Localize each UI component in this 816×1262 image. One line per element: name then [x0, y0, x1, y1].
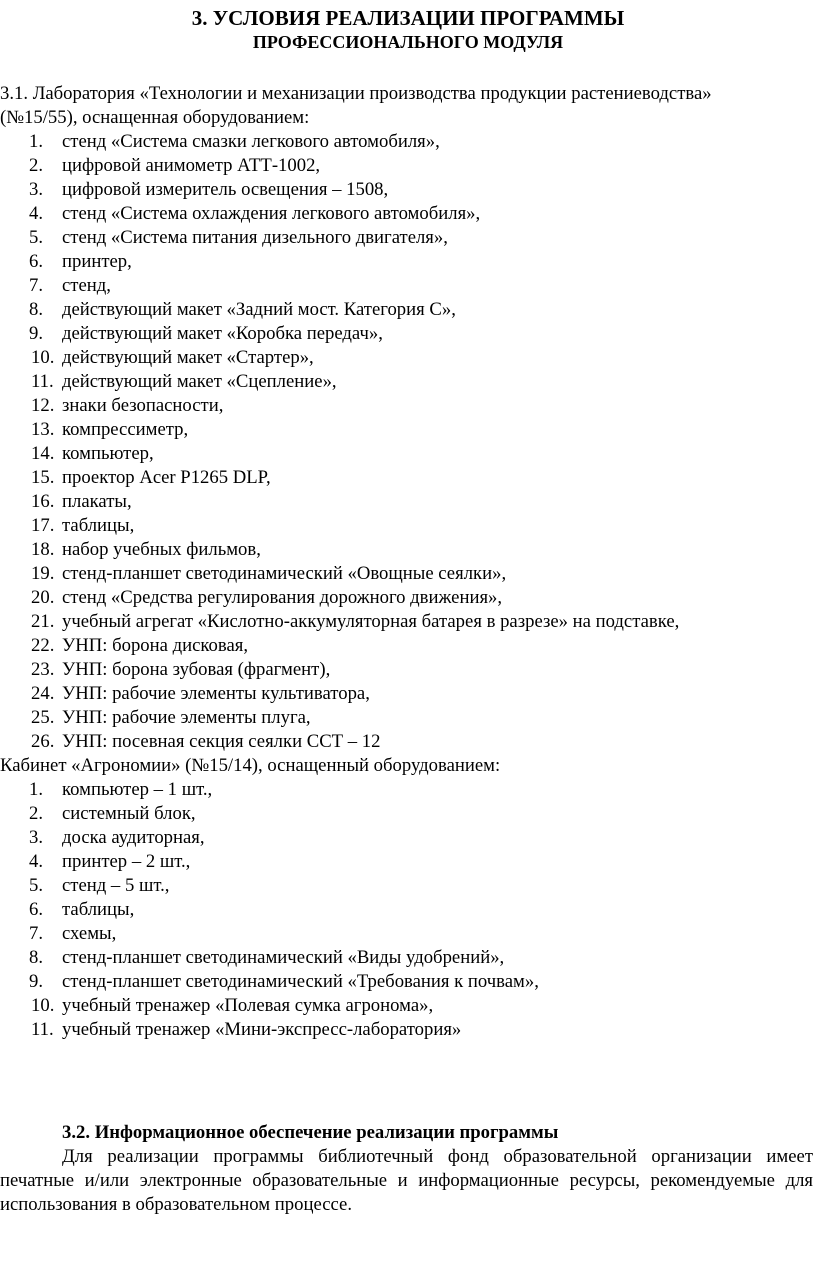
info-support-heading: 3.2. Информационное обеспечение реализации программы — [62, 1122, 559, 1143]
list-item — [0, 178, 816, 202]
list-item-text: компрессиметр, — [62, 419, 189, 440]
list-item — [0, 154, 816, 178]
list-item-text: УНП: рабочие элементы плуга, — [62, 707, 311, 728]
list-item — [0, 970, 816, 994]
list-item-text: действующий макет «Сцепление», — [62, 371, 337, 392]
info-support-paragraph: Для реализации программы библиотечный фонд образовательной организации имеет печатные и/или электронные образовательные и информационные ресурсы, рекомендуемые для использования в образовательном процессе. — [0, 1146, 813, 1215]
list-item-number: 19. — [31, 563, 55, 584]
list-item-number: 4. — [29, 851, 44, 872]
list-item — [0, 466, 816, 490]
list-item-number: 21. — [31, 611, 55, 632]
list-item-text: действующий макет «Стартер», — [62, 347, 314, 368]
list-item-number: 5. — [29, 227, 44, 248]
list-item — [0, 778, 816, 802]
list-item — [0, 610, 816, 634]
list-item — [0, 922, 816, 946]
list-item-text: набор учебных фильмов, — [62, 539, 261, 560]
list-item-number: 1. — [29, 131, 44, 152]
list-item-text: учебный тренажер «Полевая сумка агронома», — [62, 995, 434, 1016]
list-item-text: схемы, — [62, 923, 117, 944]
list-item-number: 2. — [29, 155, 44, 176]
list-item — [0, 514, 816, 538]
list-item-text: стенд-планшет светодинамический «Требования к почвам», — [62, 971, 539, 992]
list-item-number: 1. — [29, 779, 44, 800]
list-item-text: учебный тренажер «Мини-экспресс-лаборатория» — [62, 1019, 462, 1040]
list-item-text: действующий макет «Задний мост. Категория С», — [62, 299, 456, 320]
list-item — [0, 586, 816, 610]
list-item — [0, 490, 816, 514]
list-item — [0, 370, 816, 394]
list-item-number: 6. — [29, 251, 44, 272]
list-item — [0, 226, 816, 250]
lab-intro-line-1: 3.1. Лаборатория «Технологии и механизации производства продукции растениеводства» — [0, 83, 712, 104]
list-item — [0, 442, 816, 466]
list-item-number: 10. — [31, 347, 55, 368]
list-item — [0, 1018, 816, 1042]
list-item — [0, 898, 816, 922]
list-item-text: УНП: рабочие элементы культиватора, — [62, 683, 370, 704]
list-item-number: 14. — [31, 443, 55, 464]
list-item-text: таблицы, — [62, 515, 135, 536]
list-item-text: таблицы, — [62, 899, 135, 920]
list-item-number: 15. — [31, 467, 55, 488]
list-item-text: стенд «Система смазки легкового автомобиля», — [62, 131, 440, 152]
list-item-text: учебный агрегат «Кислотно-аккумуляторная батарея в разрезе» на подставке, — [62, 611, 680, 632]
list-item-number: 13. — [31, 419, 55, 440]
list-item-text: цифровой измеритель освещения – 1508, — [62, 179, 389, 200]
list-item-number: 23. — [31, 659, 55, 680]
list-item-number: 6. — [29, 899, 44, 920]
list-item-text: УНП: посевная секция сеялки ССТ – 12 — [62, 731, 381, 752]
list-item — [0, 634, 816, 658]
list-item — [0, 682, 816, 706]
list-item-text: стенд-планшет светодинамический «Виды удобрений», — [62, 947, 505, 968]
list-item — [0, 874, 816, 898]
list-item-text: стенд, — [62, 275, 111, 296]
list-item-text: цифровой анимометр АТТ-1002, — [62, 155, 321, 176]
list-item-number: 9. — [29, 971, 44, 992]
list-item — [0, 730, 816, 754]
list-item — [0, 274, 816, 298]
list-item-number: 8. — [29, 947, 44, 968]
list-item-number: 4. — [29, 203, 44, 224]
lab-equipment-list — [0, 130, 816, 754]
list-item-text: компьютер – 1 шт., — [62, 779, 213, 800]
list-item-text: стенд «Средства регулирования дорожного движения», — [62, 587, 503, 608]
list-item-number: 3. — [29, 827, 44, 848]
list-item — [0, 394, 816, 418]
list-item-text: системный блок, — [62, 803, 196, 824]
list-item — [0, 946, 816, 970]
list-item-number: 2. — [29, 803, 44, 824]
list-item — [0, 538, 816, 562]
lab-intro-line-2: (№15/55), оснащенная оборудованием: — [0, 107, 310, 128]
list-item-number: 20. — [31, 587, 55, 608]
list-item — [0, 250, 816, 274]
cabinet-equipment-section — [0, 754, 816, 1042]
list-item-number: 5. — [29, 875, 44, 896]
list-item — [0, 322, 816, 346]
list-item — [0, 418, 816, 442]
list-item — [0, 802, 816, 826]
list-item — [0, 346, 816, 370]
list-item-number: 16. — [31, 491, 55, 512]
list-item-text: принтер, — [62, 251, 132, 272]
list-item-number: 7. — [29, 275, 44, 296]
list-item-number: 12. — [31, 395, 55, 416]
cabinet-intro-line: Кабинет «Агрономии» (№15/14), оснащенный оборудованием: — [0, 755, 501, 776]
list-item-number: 26. — [31, 731, 55, 752]
list-item-number: 24. — [31, 683, 55, 704]
list-item-text: плакаты, — [62, 491, 132, 512]
list-item-number: 17. — [31, 515, 55, 536]
list-item-number: 18. — [31, 539, 55, 560]
section-title: 3. УСЛОВИЯ РЕАЛИЗАЦИИ ПРОГРАММЫ — [191, 6, 625, 30]
list-item-text: знаки безопасности, — [62, 395, 224, 416]
list-item — [0, 994, 816, 1018]
list-item-text: стенд – 5 шт., — [62, 875, 170, 896]
list-item-text: принтер – 2 шт., — [62, 851, 191, 872]
list-item-number: 10. — [31, 995, 55, 1016]
list-item-text: УНП: борона зубовая (фрагмент), — [62, 659, 331, 680]
list-item-text: УНП: борона дисковая, — [62, 635, 249, 656]
list-item-number: 9. — [29, 323, 44, 344]
list-item — [0, 202, 816, 226]
list-item-text: компьютер, — [62, 443, 154, 464]
list-item — [0, 826, 816, 850]
list-item-text: доска аудиторная, — [62, 827, 205, 848]
list-item — [0, 658, 816, 682]
list-item-text: стенд «Система питания дизельного двигателя», — [62, 227, 448, 248]
list-item-number: 8. — [29, 299, 44, 320]
list-item-number: 25. — [31, 707, 55, 728]
list-item — [0, 130, 816, 154]
list-item-number: 3. — [29, 179, 44, 200]
list-item — [0, 850, 816, 874]
list-item-text: стенд «Система охлаждения легкового автомобиля», — [62, 203, 481, 224]
lab-equipment-section — [0, 82, 816, 754]
list-item-number: 11. — [31, 371, 54, 392]
cabinet-equipment-list — [0, 778, 816, 1042]
list-item — [0, 562, 816, 586]
list-item-number: 11. — [31, 1019, 54, 1040]
list-item — [0, 298, 816, 322]
list-item-text: действующий макет «Коробка передач», — [62, 323, 383, 344]
list-item-text: стенд-планшет светодинамический «Овощные сеялки», — [62, 563, 507, 584]
list-item-text: проектор Acer P1265 DLP, — [62, 467, 271, 488]
list-item — [0, 706, 816, 730]
list-item-number: 7. — [29, 923, 44, 944]
section-subtitle: ПРОФЕССИОНАЛЬНОГО МОДУЛЯ — [252, 32, 564, 52]
list-item-number: 22. — [31, 635, 55, 656]
